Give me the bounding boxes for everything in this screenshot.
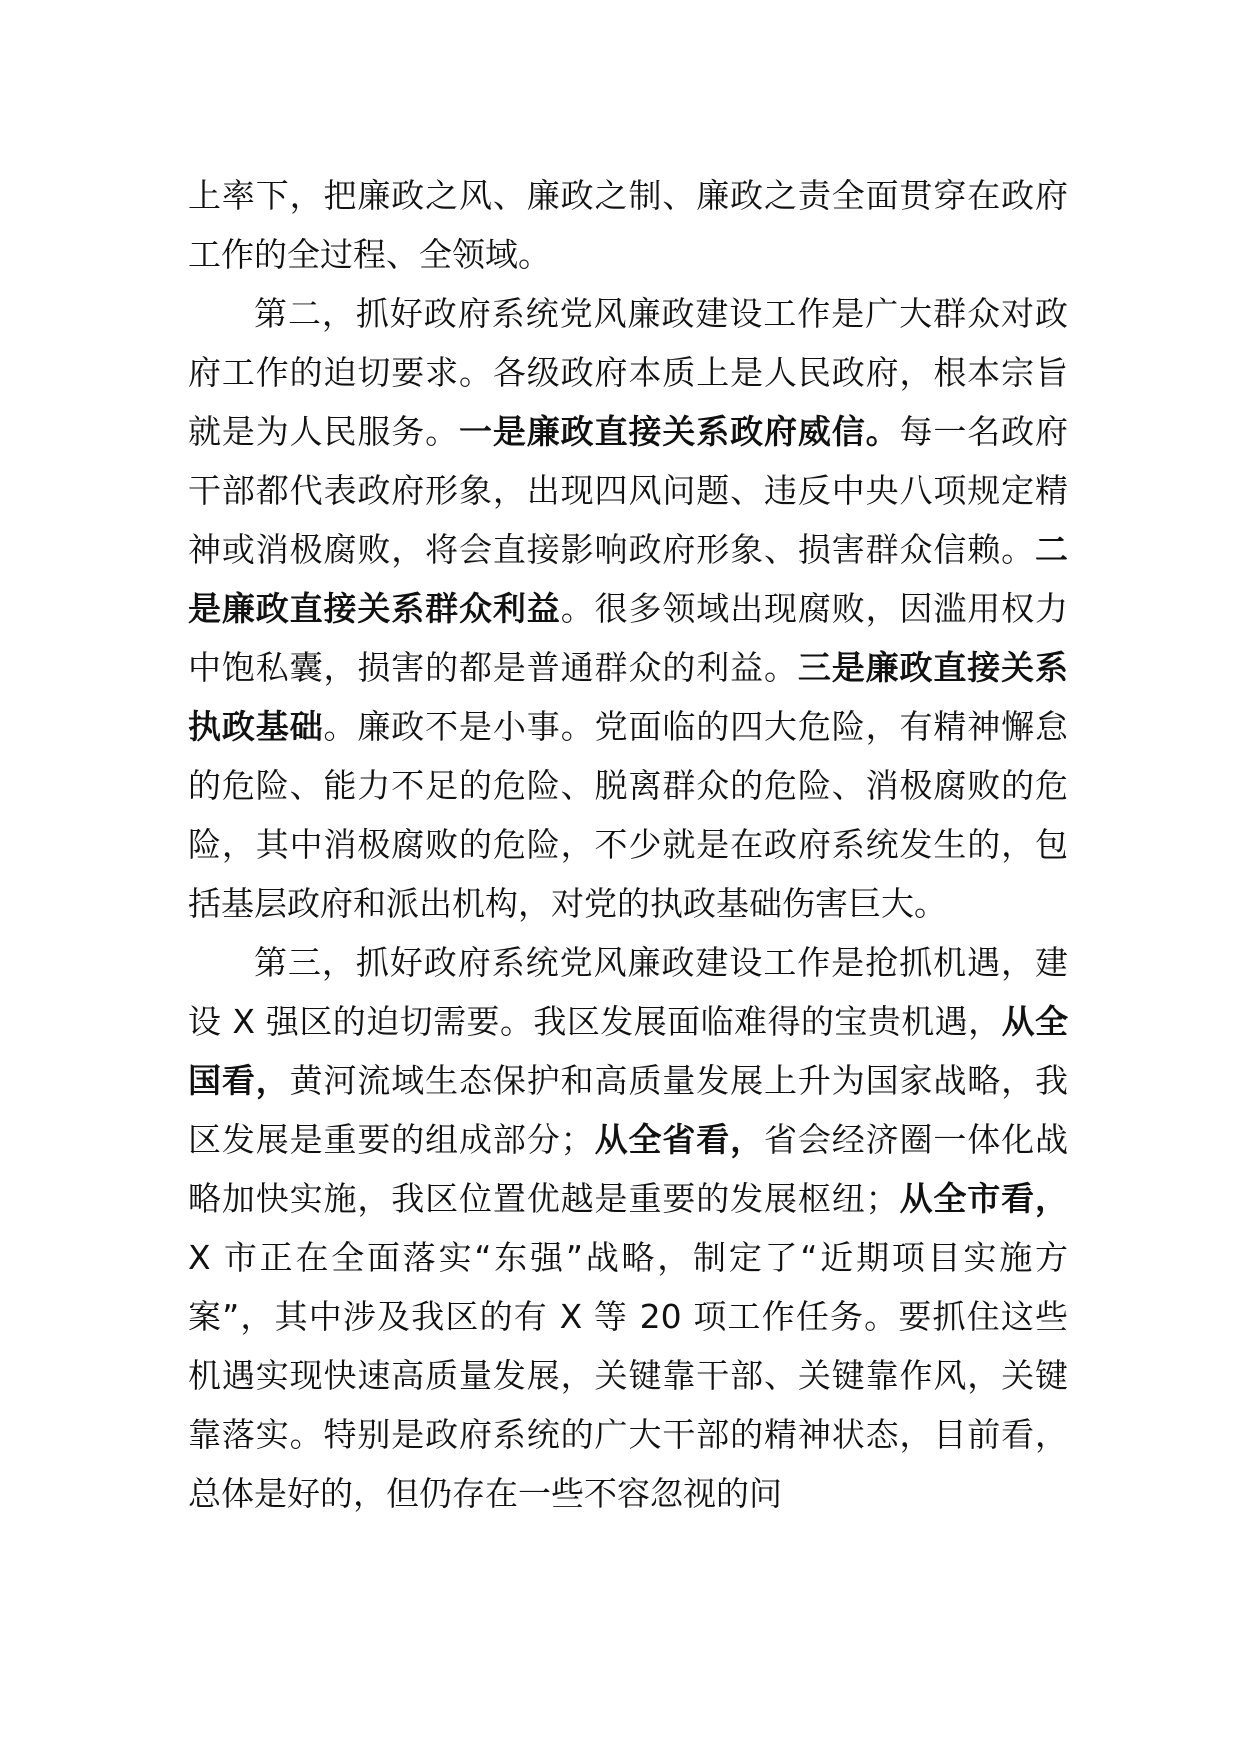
text-segment: 每一名政府干部都代表政府形象，出现四风问题、违反中央八项规定精神或消极腐败，将会直接影响政府形象、损害群众信赖。 (188, 412, 1069, 569)
paragraph-3 (188, 933, 1068, 1523)
bold-heading-2: 二是廉政直接关系群众利益 (188, 530, 1068, 628)
text-segment: 第三，抓好政府系统党风廉政建设工作是抢抓机遇，建设 X 强区的迫切需要。我区发展面临难得的宝贵机遇， (188, 943, 1068, 1041)
text-segment: 第二，抓好政府系统党风廉政建设工作是广大群众对政府工作的迫切要求。各级政府本质上是人民政府，根本宗旨就是为人民服务。 (188, 294, 1068, 451)
text-segment: 黄河流域生态保护和高质量发展上升为国家战略，我区发展是重要的组成部分； (188, 1061, 1069, 1159)
text-segment: 。廉政不是小事。党面临的四大危险，有精神懈怠的危险、能力不足的危险、脱离群众的危险、消极腐败的危险，其中消极腐败的危险，不少就是在政府系统发生的，包括基层政府和派出机构，对党的执政基础伤害巨大。 (188, 707, 1069, 923)
bold-national-view: 从全国看， (188, 1002, 1069, 1100)
paragraph-2 (188, 284, 1068, 933)
bold-heading-1: 一是廉政直接关系政府威信。 (459, 412, 900, 451)
bold-provincial-view: 从全省看， (593, 1120, 764, 1159)
text-segment: 上率下，把廉政之风、廉政之制、廉政之责全面贯穿在政府工作的全过程、全领域。 (188, 176, 1068, 274)
text-segment: 。很多领域出现腐败，因滥用权力中饱私囊，损害的都是普通群众的利益。 (188, 589, 1069, 687)
paragraph-1 (188, 166, 1068, 284)
document-body (188, 166, 1068, 1523)
bold-city-view: 从全市看， (898, 1179, 1069, 1218)
text-segment: X 市正在全面落实“东强”战略，制定了“近期项目实施方案”，其中涉及我区的有 X 等 20 项工作任务。要抓住这些机遇实现快速高质量发展，关键靠干部、关键靠作风，关键靠落实。特别是政府系统的广大干部的精神状态，目前看，总体是好的，但仍存在一些不容忽视的问 (188, 1238, 1068, 1513)
bold-heading-3: 三是廉政直接关系执政基础 (188, 648, 1069, 746)
text-segment: 省会经济圈一体化战略加快实施，我区位置优越是重要的发展枢纽； (188, 1120, 1069, 1218)
